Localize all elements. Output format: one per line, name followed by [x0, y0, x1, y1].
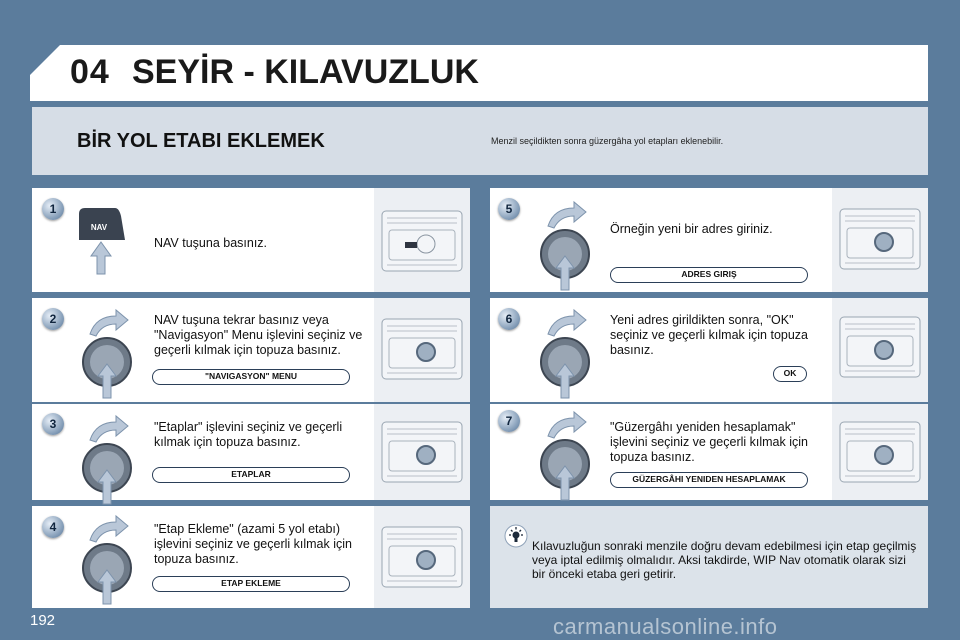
step-number-2: 2 [42, 308, 64, 330]
rotary-knob-icon [76, 412, 138, 506]
svg-text:NAV: NAV [90, 223, 108, 232]
step-text-4: "Etap Ekleme" (azami 5 yol etabı) işlevini seçiniz ve geçerli kılmak için topuza basınız. [154, 522, 352, 566]
radio-panel [374, 506, 470, 608]
rotary-knob-icon [534, 198, 596, 292]
radio-unit-icon [381, 210, 463, 272]
section-note: Menzil seçildikten sonra güzergâha yol etapları eklenebilir. [491, 136, 724, 146]
step-text-3: "Etaplar" işlevini seçiniz ve geçerli kılmak için topuza basınız. [154, 420, 343, 449]
menu-label-etap-ekleme: ETAP EKLEME [152, 576, 350, 592]
radio-panel [832, 188, 928, 292]
radio-panel [832, 404, 928, 500]
step-number-4: 4 [42, 516, 64, 538]
radio-panel [374, 298, 470, 402]
section-banner [32, 107, 928, 175]
step-text-1: NAV tuşuna basınız. [154, 236, 268, 250]
step-number-3: 3 [42, 413, 64, 435]
chapter-number: 04 [70, 53, 110, 91]
chapter-title: SEYİR - KILAVUZLUK [132, 53, 479, 91]
step-text-2: NAV tuşuna tekrar basınız veya "Navigasyon" Menu işlevini seçiniz ve geçerli kılmak için topuza basınız. [154, 313, 363, 357]
radio-unit-icon [381, 421, 463, 483]
rotary-knob-icon [534, 408, 596, 502]
step-number-1: 1 [42, 198, 64, 220]
radio-unit-icon [381, 318, 463, 380]
radio-unit-icon [839, 316, 921, 378]
radio-panel [374, 404, 470, 500]
rotary-knob-icon [76, 512, 138, 606]
step-text-5: Örneğin yeni bir adres giriniz. [610, 222, 773, 236]
menu-label-navigasyon: "NAVIGASYON" MENU [152, 369, 350, 385]
step-number-5: 5 [498, 198, 520, 220]
step-text-6: Yeni adres girildikten sonra, "OK" seçiniz ve geçerli kılmak için topuza basınız. [610, 313, 808, 357]
nav-button-icon [75, 206, 127, 276]
page-number: 192 [30, 612, 56, 629]
watermark: carmanualsonline.info [553, 614, 778, 639]
radio-unit-icon [839, 421, 921, 483]
step-number-6: 6 [498, 308, 520, 330]
lightbulb-icon [504, 524, 528, 548]
rotary-knob-icon [534, 306, 596, 400]
radio-unit-icon [839, 208, 921, 270]
step-text-7: "Güzergâhı yeniden hesaplamak" işlevini seçiniz ve geçerli kılmak için topuza basınız. [610, 420, 808, 464]
radio-unit-icon [381, 526, 463, 588]
tip-box [490, 506, 928, 608]
tip-text: Kılavuzluğun sonraki menzile doğru devam edebilmesi için etap geçilmiş veya iptal edilmiş olmalıdır. Aksi takdirde, WIP Nav otomatik olarak sizi bir önceki etaba geri getirir. [532, 539, 917, 581]
radio-panel [832, 298, 928, 402]
menu-label-guzergahi: GÜZERGÂHI YENIDEN HESAPLAMAK [610, 472, 808, 488]
step-number-7: 7 [498, 410, 520, 432]
menu-label-etaplar: ETAPLAR [152, 467, 350, 483]
rotary-knob-icon [76, 306, 138, 400]
radio-panel [374, 188, 470, 292]
menu-label-adres-giris: ADRES GIRIŞ [610, 267, 808, 283]
menu-label-ok: OK [773, 366, 807, 382]
section-title: BİR YOL ETABI EKLEMEK [77, 130, 325, 152]
